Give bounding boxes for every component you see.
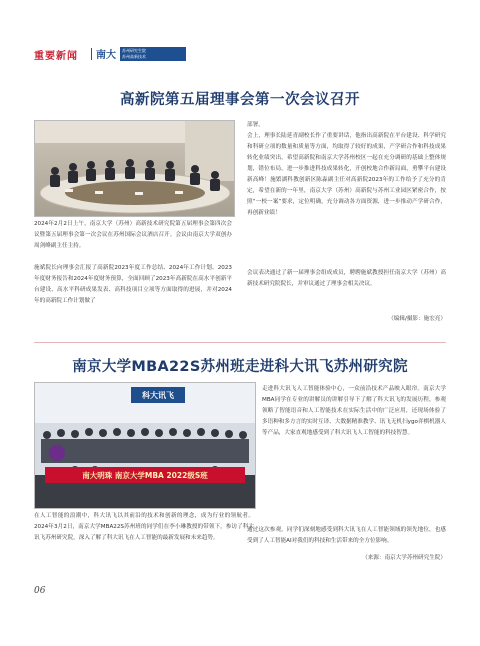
article-divider xyxy=(34,342,446,343)
header-divider xyxy=(91,48,92,60)
article2-summary-paragraph: 通过这次参观，同学们深刻地感受到科大讯飞在人工智能领域的领先地位，也感受到了人工智能AI对我们的科技和生活带来的全方位影响。 xyxy=(247,527,446,544)
page-number: 06 xyxy=(34,586,46,596)
meeting-photo-illustration xyxy=(35,121,234,216)
article2-intro-paragraph: 在人工智能的浪潮中，科大讯飞以其前沿的技术和创新的理念，成为行业的领航者。2024年3月2日，南京大学MBA22S苏州班的同学们在李小琳教授的带领下，参访了科大讯飞苏州研究院，深入了解了科大讯飞在人工智能的最新发展和未来趋势。 xyxy=(34,513,254,541)
article1-credit: （编辑/摄影：施宏亮） xyxy=(388,316,446,322)
article1-title: 高新院第五届理事会第一次会议召开 xyxy=(120,92,360,108)
article1-meeting-photo xyxy=(34,120,235,217)
brand-subtitle xyxy=(120,47,186,61)
brand-logo-text: 南大 xyxy=(96,50,116,61)
article1-intro-paragraph: 2024年2月2日上午，南京大学（苏州）高新技术研究院第五届理事会第四次会议暨第五届理事会第一次会议在苏州国际会议酒店召开。会议由南京大学双创办周剑峰副主任主持。 xyxy=(34,221,232,249)
article2-credit: （来源：南京大学苏州研究生院） xyxy=(362,555,446,561)
group-photo-illustration xyxy=(35,383,255,508)
page-header xyxy=(34,46,194,62)
section-label: 重要新闻 xyxy=(34,51,78,62)
article1-vote-paragraph: 会议表决通过了新一届理事会组成成员，聘聘施斌教授担任南京大学（苏州）高新技术研究院院长，并审议通过了理事会相关决议。 xyxy=(247,270,446,287)
article1-speech-paragraph: 部署。 会上，理事长陆延青副校长作了重要讲话，他指出高新院在平台建设、科学研究和科研立项的数量和质量等方面，均取得了较好的成果，产学研合作和科技成果转化业绩突出，希望高新院和南京大学苏州校区一起在充分调研的基础上整体规划，错位布局，进一步推进科技成果转化，开创校地合作新局面，勇攀平台建设新高峰！施繁湖科教创新区陈淼副主任对高新院2023年的工作给予了充分的肯定，希望在新的一年里，南京大学（苏州）高新院与苏州工业园区紧密合作，按照“一校一案”要求，定位明确，充分调动各方面资源，进一步推动产学研合作，再创新业绩！ xyxy=(247,122,446,216)
article2-group-photo xyxy=(34,382,256,509)
article2-title: 南京大学MBA22S苏州班走进科大讯飞苏州研究院 xyxy=(72,359,408,375)
brand-subtitle-line-2: 苏州高新技术 xyxy=(122,54,146,59)
svg-text:科大讯飞: 科大讯飞 xyxy=(142,391,174,400)
article2-visit-paragraph: 走进科大讯飞人工智能体验中心，一众前沿技术产品映入眼帘。南京大学MBA同学在专业的讲解员的讲解引导下了解了科大讯飞的发展历程，参观领略了智能语音和人工智能技术在实际生活中的广泛应用，还现场体验了多语种和多方言的实时互译、大数据精准教学、讯飞无机扫ygo弈棋机器人等产品，大家直观地感受到了科大讯飞人工智能的科技智慧。 xyxy=(262,386,446,436)
brand-subtitle-line-1: 苏州研究生院 xyxy=(122,48,146,53)
article1-report-paragraph: 施斌院长向理事会汇报了高新院2023年度工作总结、2024年工作计划、2023年度财务报告和2024年度财务预算，全面回顾了2023年高新院在高水平创新平台建设、高水平科研成果发表、高科技项目立项等方面取得的进展，并对2024年的高新院工作计划做了 xyxy=(34,265,232,304)
group-photo-banner-text: 南大明珠 南京大学MBA 2022级S班 xyxy=(82,471,208,480)
